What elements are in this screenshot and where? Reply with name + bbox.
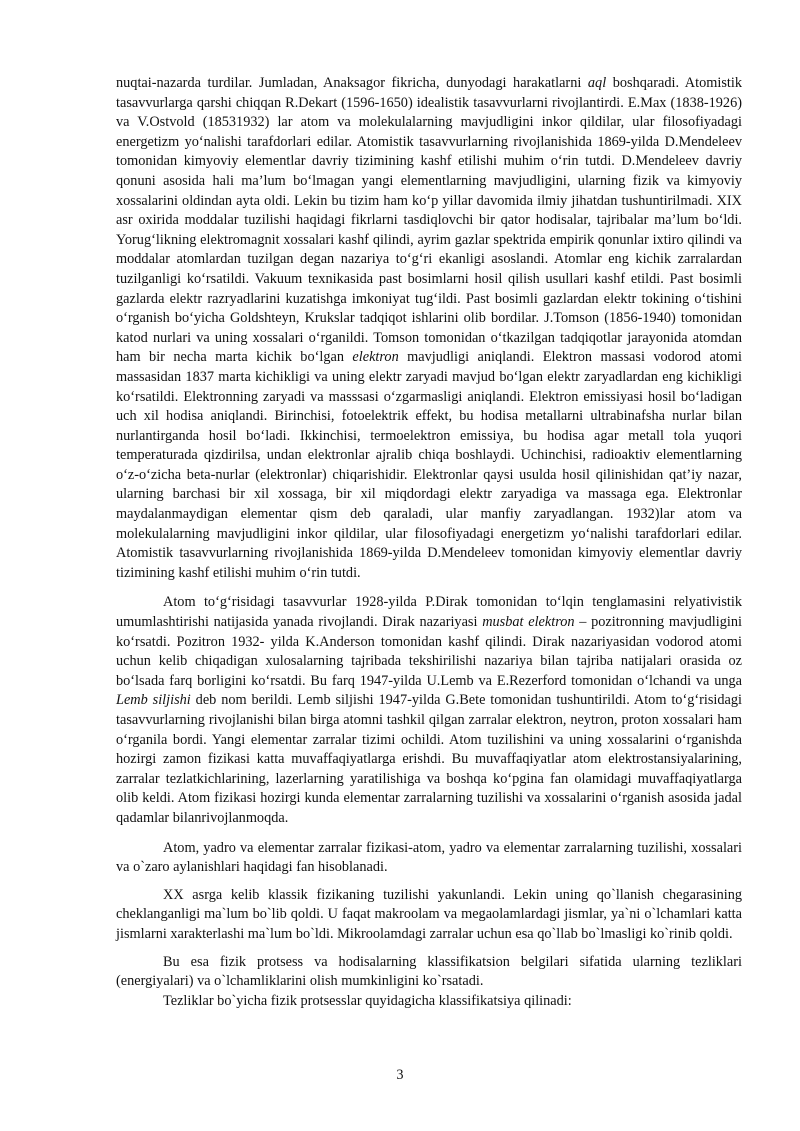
page-number: 3 <box>396 1067 404 1083</box>
emphasis-aql: aql <box>587 75 607 91</box>
paragraph-speed-classification: Tezliklar bo`yicha fizik protsesslar quyidagicha klassifikatsiya qilinadi: <box>163 992 572 1009</box>
page-body <box>116 74 742 1011</box>
emphasis-elektron: elektron <box>352 349 399 366</box>
emphasis-lemb-siljishi: Lemb siljishi <box>116 692 191 709</box>
paragraph-dirac-theory: Atom to‘g‘risidagi tasavvurlar 1928-yilda P.Dirak tomonidan to‘lqin tenglamasini relyativistik umumlashtirishi natijasida yanada rivojlandi. Dirak nazariyasi musbat elektron – pozitronning mavjudligini ko‘rsatdi. Pozitron 1932- yilda K.Anderson tomonidan kashf qilindi. Dirak nazariyasidan vodorod atomi uchun kelib chiqadigan xulosalarning tajribada tekshirilishi nazariya bilan tajriba natijalari orasida oz bo‘lsada farq borligini ko‘rsatdi. Bu farq 1947-yilda U.Lemb va E.Rezerford tomonidan o‘lchandi va unga Lemb siljishi deb nom berildi. Lemb siljishi 1947-yilda G.Bete tomonidan tushuntirildi. Atom to‘g‘risidagi tasavvurlarning rivojlanishi bilan birga atomni tashkil qilgan zarralar elektron, neytron, proton xossalari ham o‘rganila bordi. Yangi elementar zarralar tizimi ochildi. Atom tuzilishini va uning xossalarini o‘rganishda hozirgi zamon fizikasi katta muvaffaqiyatlarga erishdi. Bu muvaffaqiyatlar atom elektrostansiyalarining, zarralar tezlatkichlarining, lazerlarning yaratilishiga va boshqa ko‘pgina fan olamidagi muvaffaqiyatlarga olib keldi. Atom fizikasi hozirgi kunda elementar zarralarning tuzilishi va xossalarini o‘rganish asosida jadal qadamlar bilanrivojlanmoqda. <box>116 594 743 826</box>
paragraph-physics-definition: Atom, yadro va elementar zarralar fizikasi-atom, yadro va elementar zarralarning tuzilishi, xossalari va o`zaro aylanishlari haqidagi fan hisoblanadi. <box>116 839 742 876</box>
paragraph-atomism-history: nuqtai-nazarda turdilar. Jumladan, Anaksagor fikricha, dunyodagi harakatlarni aql boshqaradi. Atomistik tasavvurlarga qarshi chiqqan R.Dekart (1596-1650) idealistik tasavvurlarni rivojlantirdi. E.Max (1838-1926) va V.Ostvold (18531932) lar atom va molekulalarning mavjudligini inkor qildilar, ular filosofiyadagi energetizm yo‘nalishi tarafdorlari edilar. Atomistik tasavvurlarning rivojlanishida 1869-yilda D.Mendeleev tomonidan kimyoviy elementlar davriy tizimining kashf etilishi muhim o‘rin tutdi. D.Mendeleev davriy qonuni asosida hali ma’lum bo‘lmagan yangi elementlarning mavjudligini, ularning fizik va kimyoviy xossalarini oldindan ayta oldi. Lekin bu tizim ham ko‘p yillar davomida ilmiy jihatdan tushuntirilmadi. XIX asr oxirida moddalar tuzilishi haqidagi fikrlarni tasdiqlovchi bir qator hodisalar, tajribalar ma’lum bo‘ldi. Yorug‘likning elektromagnit xossalari kashf qilindi, ayrim gazlar spektrida empirik qonunlar ixtiro qilindi va moddalar atomlardan tuzilgan degan nazariya to‘g‘ri ekanligi asoslandi. Atomlar eng kichik zarralardan tuzilganligi ko‘rsatildi. Vakuum texnikasida past bosimlarni hosil qilish usullari kashf etildi. Past bosimli gazlarda elektr razryadlarini kuzatishga imkoniyat tug‘ildi. Past bosimli gazlardan elektr tokining o‘tishini o‘rganish bo‘yicha Goldshteyn, Krukslar tadqiqot ishlarini olib bordilar. J.Tomson (1856-1940) tomonidan katod nurlari va uning xossalari o‘rganildi. Tomson tomonidan o‘tkazilgan tadqiqotlar jarayonida atomdan ham bir necha marta kichik bo‘lgan elektron mavjudligi aniqlandi. Elektron massasi vodorod atomi massasidan 1837 marta kichikligi va uning elektr zaryadi mavjud bo‘lgan elektr zaryadlardan eng kichikligi ko‘rsatildi. Elektronning zaryadi va masssasi o‘zgarmasligi aniqlandi. Elektron emissiyasi hosil bo‘ladigan uch xil hodisa aniqlandi. Birinchisi, fotoelektrik effekt, bu hodisa metallarni ultrabinafsha nurlar bilan nurlantirganda hosil bo‘ladi. Ikkinchisi, termoelektron emissiya, bu hodisa agar metall tola yuqori temperaturada qizdirilsa, undan elektronlar ajralib chiqa boshlaydi. Uchinchisi, radioaktiv elementlarning o‘z-o‘zicha beta-nurlar (elektronlar) chiqarishidir. Elektronlar qaysi usulda hosil qilinishidan qat’iy nazar, ularning barchasi bir xil xossaga, bir xil miqdordagi elektr zaryadiga va massaga ega. Elektronlar maydalanmaydigan elementar qism deb qaraladi, ular manfiy zaryadlangan. 1932)lar atom va molekulalarning mavjudligini inkor qildilar, ular filosofiyadagi energetizm yo‘nalishi tarafdorlari edilar. Atomistik tasavvurlarning rivojlanishida 1869-yilda D.Mendeleev tomonidan kimyoviy elementlar davriy tizimining kashf etilishi muhim o‘rin tutdi. <box>116 75 742 581</box>
paragraph-classification-signs: Bu esa fizik protsess va hodisalarning klassifikatsion belgilari sifatida ularning tezliklari (energiyalari) va o`lchamliklarini olish mumkinligini ko`rsatadi. <box>116 953 742 990</box>
paragraph-classical-physics: XX asrga kelib klassik fizikaning tuzilishi yakunlandi. Lekin uning qo`llanish chegarasining cheklanganligi ma`lum bo`lib qoldi. U faqat makroolam va megaolamlardagi jismlar, ya`ni o`lchamlari katta jismlarni xarakterlashi ma`lum bo`ldi. Mikroolamdagi zarralar uchun esa qo`llab bo`lmasligi ko`rinib qoldi. <box>116 886 742 942</box>
emphasis-musbat-elektron: musbat elektron <box>482 614 575 631</box>
